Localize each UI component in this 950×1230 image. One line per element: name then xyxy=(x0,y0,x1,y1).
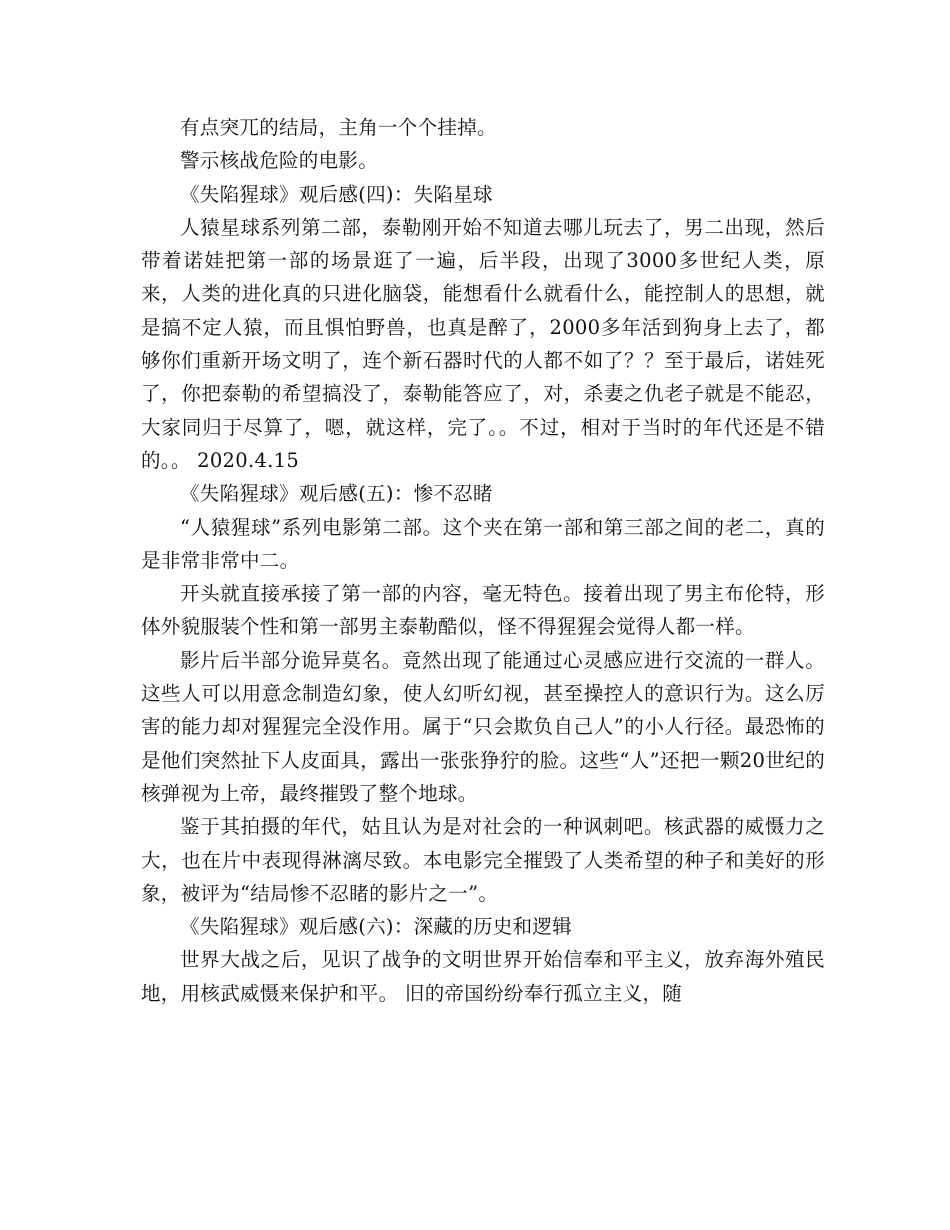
paragraph: 警示核战危险的电影。 xyxy=(180,149,379,173)
paragraph: 影片后半部分诡异莫名。竟然出现了能通过心灵感应进行交流的一群人。这些人可以用意念制造幻象，使人幻听幻视，甚至操控人的意识行为。这么厉害的能力却对猩猩完全没作用。属于“只会欺负自己人”的小人行径。最恐怖的是他们突然扯下人皮面具，露出一张张狰狞的脸。这些“人”还把一颗20世纪的核弹视为上帝，最终摧毁了整个地球。 xyxy=(141,648,825,805)
paragraph: 有点突兀的结局，主角一个个挂掉。 xyxy=(180,116,497,139)
section-heading: 《失陷猩球》观后感(六)：深藏的历史和逻辑 xyxy=(180,915,573,939)
paragraph: 人猿星球系列第二部，泰勒刚开始不知道去哪儿玩去了，男二出现，然后带着诺娃把第一部的场景逛了一遍，后半段，出现了3000多世纪人类，原来，人类的进化真的只进化脑袋，能想看什么就看什么，能控制人的思想，就是搞不定人猿，而且惧怕野兽，也真是醉了，2000多年活到狗身上去了，都够你们重新开场文明了，连个新石器时代的人都不如了？？至于最后，诺娃死了，你把泰勒的希望搞没了，泰勒能答应了，对，杀妻之仇老子就是不能忍，大家同归于尽算了，嗯，就这样，完了。。不过，相对于当时的年代还是不错的。。 2020.4.15 xyxy=(141,215,825,472)
paragraph: 开头就直接承接了第一部的内容，毫无特色。接着出现了男主布伦特，形体外貌服装个性和第一部男主泰勒酷似，怪不得猩猩会觉得人都一样。 xyxy=(141,582,825,639)
paragraph: 鉴于其拍摄的年代，姑且认为是对社会的一种讽刺吧。核武器的威慑力之大，也在片中表现得淋漓尽致。本电影完全摧毁了人类希望的种子和美好的形象，被评为“结局惨不忍睹的影片之一”。 xyxy=(141,815,825,905)
section-heading: 《失陷猩球》观后感(四)：失陷星球 xyxy=(180,182,493,206)
document-body xyxy=(141,111,825,1010)
paragraph: 世界大战之后，见识了战争的文明世界开始信奉和平主义，放弃海外殖民地，用核武威慑来保护和平。 旧的帝国纷纷奉行孤立主义，随 xyxy=(141,948,825,1005)
paragraph: “人猿猩球”系列电影第二部。这个夹在第一部和第三部之间的老二，真的是非常非常中二。 xyxy=(141,515,825,572)
section-heading: 《失陷猩球》观后感(五)：惨不忍睹 xyxy=(180,482,493,506)
